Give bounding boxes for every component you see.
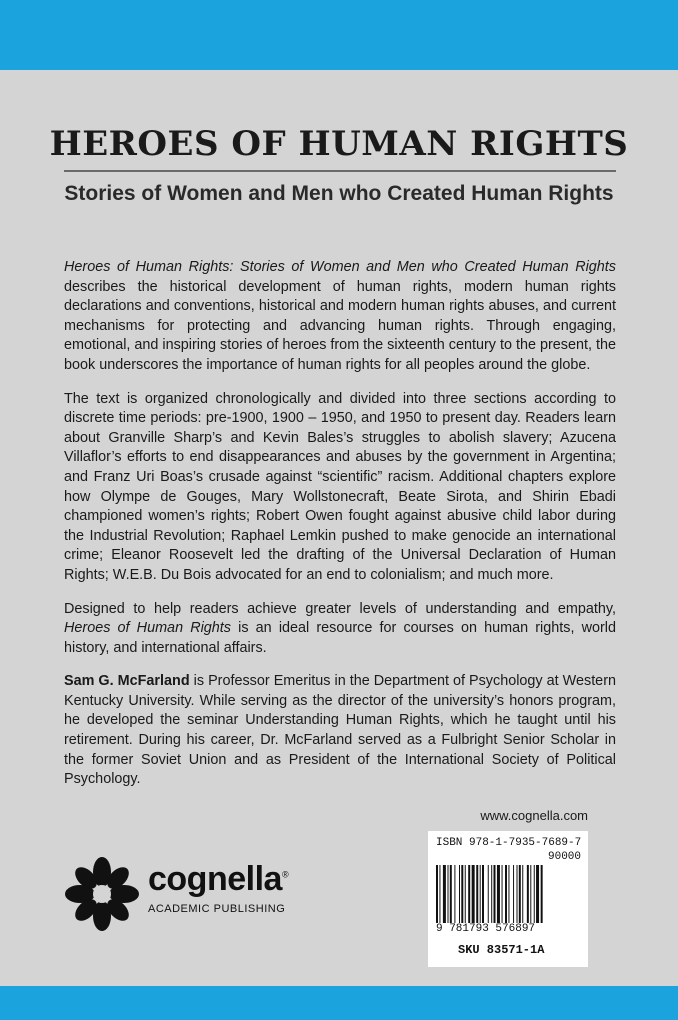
publisher-url: www.cognella.com [480, 808, 588, 823]
barcode-bar [519, 865, 521, 923]
barcode-bar [443, 865, 446, 923]
back-cover-description [64, 258, 616, 804]
barcode-addon: 90000 [548, 851, 582, 863]
barcode-bar [454, 865, 455, 923]
sku-number: SKU 83571-1A [458, 943, 545, 957]
barcode-bar [472, 865, 475, 923]
barcode-bar [522, 865, 523, 923]
author-bio: Sam G. McFarland is Professor Emeritus in the Department of Psychology at Western Kentucky University. While serving as the director of the university’s honors program, he developed the seminar Understanding Human Rights, which he taught until his retirement. During his career, Dr. McFarland served as a Fulbright Senior Scholar in the former Soviet Union and as President of the International Society of Political Psychology. [64, 673, 616, 788]
barcode-bar [480, 865, 481, 923]
top-color-band [0, 0, 678, 70]
barcode-bar [502, 865, 503, 923]
barcode-digits: 9 781793 576897 [436, 923, 536, 935]
barcode-bars [436, 865, 580, 923]
bottom-color-band [0, 986, 678, 1020]
barcode-bar [468, 865, 470, 923]
book-title: HEROES OF HUMAN RIGHTS [49, 124, 629, 164]
title-divider [64, 170, 616, 172]
barcode-bar [461, 865, 463, 923]
barcode-bar [439, 865, 440, 923]
book-subtitle: Stories of Women and Men who Created Human Rights [64, 182, 614, 205]
isbn-barcode [428, 831, 588, 967]
barcode-bar [505, 865, 507, 923]
publisher-logo [62, 854, 312, 934]
barcode-bar [530, 865, 531, 923]
barcode-bar [436, 865, 438, 923]
publisher-name: cognella® [148, 860, 289, 898]
barcode-bar [527, 865, 529, 923]
barcode-bar [465, 865, 466, 923]
barcode-bar [541, 865, 543, 923]
barcode-bar [513, 865, 514, 923]
barcode-bar [491, 865, 492, 923]
barcode-bar [459, 865, 460, 923]
cognella-flower-icon [62, 854, 142, 934]
registered-mark: ® [281, 869, 289, 880]
barcode-bar [476, 865, 478, 923]
barcode-bar [448, 865, 449, 923]
barcode-bar [536, 865, 539, 923]
book-title-italic: Heroes of Human Rights: Stories of Women and Men who Created Human Rights [64, 259, 616, 275]
barcode-bar [482, 865, 484, 923]
barcode-bar [508, 865, 509, 923]
book-title-italic: Heroes of Human Rights [64, 620, 231, 637]
publisher-tagline: ACADEMIC PUBLISHING [148, 903, 286, 915]
barcode-bar [488, 865, 489, 923]
barcode-bar [517, 865, 518, 923]
author-name: Sam G. McFarland [64, 673, 190, 690]
barcode-bar [450, 865, 452, 923]
isbn-number: ISBN 978-1-7935-7689-7 [436, 837, 582, 849]
barcode-bar [494, 865, 496, 923]
description-paragraph-3: Designed to help readers achieve greater levels of understanding and empathy, Heroes of Human Rights is an ideal resource for courses on human rights, world history, and international affairs. [64, 600, 616, 656]
description-paragraph-2: The text is organized chronologically and divided into three sections according to discrete time periods: pre-1900, 1900 – 1950, and 1950 to present day. Readers learn about Granville Sharp’s and Kevin Bales’s struggles to abolish slavery; Azucena Villaflor’s efforts to end disappearances and abuses by the government in Argentina; and Franz Uri Boas’s crusade against “scientific” racism. Additional chapters explore how Olympe de Gouges, Mary Wollstonecraft, Beate Sirota, and Shirin Ebadi championed women’s rights; Robert Owen fought against abusive child labor during the Industrial Revolution; Raphael Lemkin pushed to make genocide an international crime; Eleanor Roosevelt led the drafting of the Universal Declaration of Human Rights; W.E.B. Du Bois advocated for an end to colonialism; and much more. [64, 390, 616, 583]
barcode-bar [534, 865, 535, 923]
barcode-bar [497, 865, 500, 923]
description-paragraph-1: Heroes of Human Rights: Stories of Women and Men who Created Human Rights describes the historical development of human rights, modern human rights declarations and conventions, historical and modern human rights abuses, and current mechanisms for protecting and advancing human rights. Through engaging, emotional, and inspiring stories of heroes from the sixteenth century to the present, the book underscores the importance of human rights for all peoples around the globe. [64, 259, 616, 373]
